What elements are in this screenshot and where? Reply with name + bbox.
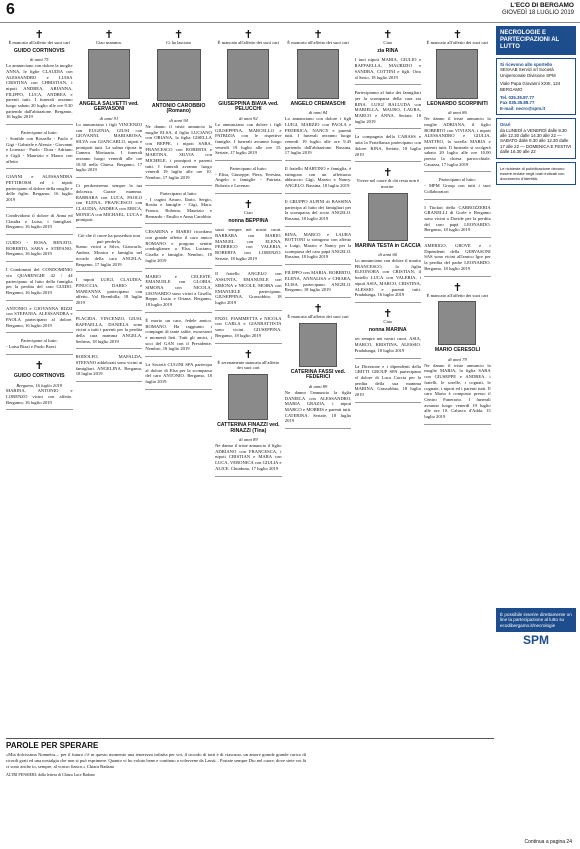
announcement-body: I Condomini del CONDOMINIO via QUARENGHI 42 / 44 partecipano al lutto della famiglia per la perdita del caro GUIDO. Bergamo, 16 luglio 2019	[6, 267, 73, 295]
cross-icon: ✝	[313, 301, 323, 315]
obituary-block	[424, 26, 491, 172]
announcement-body: Lo annunciano con dolore il marito FRANCESCO, la figlia ELEONORA con CRISTIAN, il fratello LUCA con VALERIA, i nipoti ASIA, MARCO, CRISTINA, ALESSIO e parenti tutti. Pradalunga, 16 luglio 2019	[354, 258, 421, 298]
cross-icon: ✝	[452, 280, 463, 294]
obituary-block	[215, 196, 282, 267]
obituary-columns	[6, 26, 494, 734]
office-name: SESAAB Servizi srl Società Unipersonale Divisione SPM	[500, 67, 556, 78]
obituary-block	[145, 315, 212, 357]
announcement-body: Ne danno il triste annuncio il figlio ADRIANO con FRANCESCA, i nipoti CRISTIAN e MARA con LUCA, VERONICA con GIULIA e ALICE. Chiuduno, 17 luglio 2019	[215, 443, 282, 471]
deceased-name: nonna BEPPINA	[228, 217, 269, 224]
cross-icon: ✝	[104, 28, 114, 41]
intro-text: Partecipano al lutto:	[160, 190, 198, 196]
announcement-body: sarai sempre nei nostri cuori. BARBARA con MARIO, MANUEL con ELENA, FEDERICO con VALERIA, ROBERTA con LORENZO. Seriate, 18 luglio 2019	[215, 227, 282, 261]
note-box: Le richieste di pubblicazione devono essere inviate negli orari indicati con documento d'identità.	[496, 162, 576, 185]
cross-icon: ✝	[243, 197, 253, 211]
column-7	[424, 26, 491, 734]
intro-text: Ciao mamma.	[96, 40, 122, 45]
obituary-block	[424, 202, 491, 239]
column-1	[6, 26, 73, 734]
intro-text: È mancato all'affetto dei suoi cari	[426, 292, 489, 298]
intro-text: È mancata all'affetto dei suoi cari	[287, 313, 349, 319]
age-line: di anni 79	[448, 356, 467, 362]
age-line: di anni 60	[378, 252, 398, 258]
portrait-photo	[228, 374, 268, 420]
age-line: di anni 75	[29, 57, 49, 63]
intro-text: È mancato all'affetto dei suoi cari	[8, 40, 71, 45]
spm-logo: SPM	[522, 633, 549, 648]
portrait-photo	[227, 49, 269, 99]
deceased-name: CATERINA FASSI ved. FEDERICI	[290, 368, 346, 381]
obituary-block	[424, 174, 491, 199]
obituary-block	[285, 26, 352, 161]
announcement-body: Ci perdoneremo sempre la tua dolcezza. Grazie mamma. BARBARA con LUCA, PAOLO con ELENA, FRANCESCO con CLAUDIA, ANDREA con ERICA, MONICA con MICHAEL, LUCA e pronipoti.	[75, 183, 143, 223]
announcement-body: Condividono il dolore di Anna ed Claudia e Luisa, i famigliari. Bergamo, 16 luglio 2019	[6, 212, 73, 230]
announcement-body: I tuoi nipoti MARIA, GIULIO e RAFFAELLA, MAURIZIO e SANDRA, COTTINI e figli. Orio al Serio, 18 luglio 2019	[354, 57, 421, 80]
sidebar-title: NECROLOGIE E PARTECIPAZIONI AL LUTTO	[496, 26, 576, 55]
online-notice[interactable]: È possibile inserire direttamente on line la partecipazione al lutto su ecodibergamo.it/necrologie	[496, 608, 576, 633]
column-4	[215, 26, 282, 734]
masthead	[502, 2, 574, 17]
obituary-block	[145, 271, 212, 313]
announcement-body: AMERIGO, GROVE e i Dipendenti della GERVASONI SAS sono vicini all'amico Igor per la perdita del padre LEONARDO. Bergamo, 18 luglio 2019	[424, 243, 491, 271]
deceased-name: MARIO CERESOLI	[434, 347, 481, 354]
intro-text: Partecipano al lutto:	[229, 166, 267, 172]
cross-icon: ✝	[243, 28, 253, 41]
office-address: Viale Papa Giovanni XXIII, 124 BERGAMO	[500, 81, 561, 92]
age-line: di anni 84	[308, 110, 328, 116]
intro-text: È mancato all'affetto dei suoi cari	[287, 40, 349, 45]
announcement-body: - Sonilde con Rossella - Paolo e Gigi - Gabriele e Alessia - Giovanni e Lorenzo - Paolo - Dora - Adriano e Gigli - Maurizio e Mauro con affetto	[6, 135, 73, 164]
obituary-block	[6, 26, 73, 125]
intro-text: È mancata all'affetto dei suoi cari	[217, 40, 279, 45]
hours-title: Orari	[500, 122, 511, 128]
obituary-block	[215, 163, 282, 194]
deceased-name: nonna MARINA	[368, 326, 407, 333]
page-number: 6	[6, 1, 15, 18]
column-3	[145, 26, 212, 734]
obituary-block	[215, 26, 282, 161]
office-label: Si ricevono allo sportello	[500, 62, 553, 67]
announcement-body: MARINA, ANTONIO e LORENZO vicini con affetto. Bergamo, 16 luglio 2019	[6, 388, 73, 405]
cross-icon: ✝	[174, 28, 184, 41]
announcement-body: CESARINA e MARIO ricordano con grande affetto il caro amico ROMANO e porgono sentite condoglianze a Elsa, Luciano, Gisella e famiglie. Nembro, 18 luglio 2019	[145, 229, 212, 263]
intro-text: Ciao	[383, 318, 393, 324]
phrases-title: PAROLE PER SPERARE	[6, 741, 99, 750]
obituary-block	[6, 210, 73, 235]
obituary-block	[355, 131, 422, 162]
obituary-block	[6, 171, 73, 208]
deceased-name: zia RINA	[377, 47, 399, 54]
portrait-photo	[368, 193, 408, 241]
announcement-body: Il GRUPPO ALPINI di BASSINA partecipa al lutto dei famigliari per la scomparsa del socio ANGELO. Bassina, 18 luglio 2019	[284, 198, 352, 221]
deceased-name: LEONARDO SCORPINITI	[427, 100, 488, 107]
obituary-block	[285, 163, 352, 194]
obituary-block	[285, 267, 352, 298]
announcement-body: Lo annunciano con dolore i figli LUIGI, MARZIO con PAOLA e FEDERICA, NANCY e parenti tutti. I funerali avranno luogo venerdì 19 luglio alle ore 9.45 partendo dall'abitazione. Bassina, 17 luglio 2019	[284, 116, 352, 156]
age-line: Bergamo, 16 luglio 2019	[16, 382, 63, 388]
announcement-body: Il fratello ANGELO con ASSUNTA, EMANUELE con SIMONA e NICOLE, MOIRA con EMANUELE partecipano. GIUSEPPINA. Grassobbio, 18 luglio 2019	[215, 271, 282, 305]
newspaper-name: L'ECO DI BERGAMO	[510, 2, 574, 9]
hours-box	[496, 118, 576, 158]
intro-text: Ciao	[244, 209, 253, 215]
age-line: di anni 92	[239, 116, 258, 122]
announcement-body: Lo annunciano con dolore la moglie ANNA, le figlie CLAUDIA con ALESSANDRO e LUISA CRISTINA con CHRISTIAN, i nipoti ANDREA, ARIANNA, FILIPPO, LUCA, ANDREA e parenti tutti. I funerali avranno luogo sabato 20 luglio alle ore 9.30 partendo dall'abitazione. Bergamo, 16 luglio 2019	[6, 63, 73, 120]
deceased-name: GUIDO CORTINOVIS	[13, 372, 65, 379]
announcement-body: I Titolari della CARROZZERIA GRANELLI di Gorle e Bergamo sono vicini a Davide per la perdita del caro papà LEONARDO. Bergamo, 18 luglio 2019	[424, 204, 491, 233]
deceased-name: MARINA TESTA in CACCIA	[354, 242, 421, 249]
cross-icon: ✝	[34, 358, 44, 372]
announcement-body: Partecipiamo al lutto dei famigliari per la scomparsa della cara zia RINA. LUIGI BALLUDA con MARIELLA, MAURO, LAURA, MARCO e ANNA. Seriate, 18 luglio 2019	[354, 90, 421, 124]
age-line: di anni 89	[308, 384, 328, 390]
phrases-credit: ALTRI PENSIERI: dalla lettera di Chiara Luce Badano	[6, 772, 95, 778]
announcement-body: FILIPPO con MARIA, ROBERTO, ELENA, ANNALISA e CHIARA, ELISA partecipano. ANGELO. Bergamo, 18 luglio 2019	[284, 270, 352, 293]
deceased-name: GUIDO CORTINOVIS	[13, 47, 65, 54]
obituary-block	[215, 313, 282, 344]
obituary-block	[355, 26, 422, 85]
announcement-body: I nipoti LUIGI, CLAUDIA, PINUCCIA, DARIO e MARIANNA partecipano con affetto. Val Brembilla, 18 luglio 2019	[75, 277, 143, 306]
column-2	[76, 26, 143, 734]
announcement-body: MARIO e CELESTE, EMANUELE con GLORIA, SIMONA con NICOLA, LEONARDO sono vicini a Gisella, Beppe, Lucio e Oriana. Bergamo, 18 luglio 2019	[145, 273, 212, 308]
obituary-block	[6, 237, 73, 262]
intro-text: Ciò che il cuore ha posseduto non può perderlo.	[77, 233, 141, 244]
obituary-block	[285, 196, 352, 227]
obituary-block	[424, 279, 491, 425]
obituary-block	[285, 229, 352, 266]
office-box	[496, 58, 576, 115]
announcement-body: - Luisa Rizzi e Paolo Boeri	[6, 344, 56, 350]
portrait-photo	[297, 49, 339, 99]
cross-icon: ✝	[243, 347, 253, 361]
deceased-name: CATTERINA FINAZZI ved. RINAZZI (Tina)	[217, 421, 280, 434]
announcement-body: La Società CUGINI SPA partecipa al dolore di Elsa per la scomparsa del caro ANTONIO. Bergamo, 18 luglio 2019	[145, 362, 212, 385]
announcement-body: Ne danno il triste annuncio la moglie MARIA, la figlia SARA con GIUSEPPE e ANDREA, i fratelli, le sorelle, i cognati, le cognate, i nipoti ed i parenti tutti. Il caro Mario è composto presso il Centro Funerario. I funerali avranno luogo venerdì 19 luglio alle ore 10. Calusco d'Adda, 15 luglio 2019	[424, 362, 491, 420]
announcement-body: Lo annunciano i figli VINCENZO con EUGENIA, GIUSI con GIOVANNI, MARIAROSA, SILVA con GIANCARLO, nipoti e pronipoti tutti. La salma riposa in Camera Mortuaria. I funerali avranno luogo venerdì alle ore 10.30 nella Chiesa. Bergamo, 17 luglio 2019	[75, 121, 143, 173]
obituary-block	[76, 313, 143, 350]
announcement-body: - Elisa, Giuseppe, Piera, Teresina, Angelo e famiglie - Patrizia, Roberto e Lorenzo	[215, 171, 282, 189]
announcement-body: Il fratello MARTINO e famiglia, è stringono con un affettuoso abbraccio Gigi, Marzio e Nancy. ANGELO. Bassina, 18 luglio 2019	[284, 166, 352, 189]
intro-text: È mancato all'affetto dei suoi cari	[426, 40, 489, 45]
intro-text: È serenamente mancata all'affetto dei suoi cari	[217, 359, 280, 371]
portrait-photo	[88, 49, 130, 99]
age-line: di anni 86	[448, 110, 467, 116]
intro-text: Ciao	[383, 40, 393, 45]
portrait-photo	[436, 49, 478, 99]
hours-text: da LUNEDÌ a VENERDÌ dalle 8.30 alle 12.30 dalle 14.30 alle 22 — SABATO dalle 8.30 alle 12.30 dalle 17 alle 22 — DOMENICA E FESTIVI dalle 16.30 alle 22	[500, 127, 572, 155]
office-fax: Fax 035.35.88.77	[500, 100, 535, 106]
announcement-body: Siamo vicini a Silva, Giancarlo, Andrea, Monica e famiglia nel ricordo della cara ANGELA. Bergamo, 17 luglio 2019	[75, 244, 143, 267]
announcement-body: - I cugini Arturo, Ilario, Sergio, Rosita e famiglie - Gigi, Mara, Franco, Roberta, Maurizio e Bernardo - Emilio e Anna Carobbio	[145, 196, 212, 219]
obituary-block	[76, 274, 143, 311]
cross-icon: ✝	[452, 28, 463, 41]
obituary-block	[215, 346, 282, 477]
sidebar-spacer	[496, 188, 576, 608]
obituary-block	[355, 361, 422, 403]
deceased-name: ANGELO CREMASCHI	[290, 100, 346, 107]
announcement-body: ANTONIO e GIOVANNA RIZZI con STEFANIA, ALESSANDRA e PAOLA partecipano al dolore. Bergamo, 16 luglio 2019	[6, 305, 73, 328]
announcement-body: Lo annunciano con dolore i figli GIUSEPPINA, MARCELLO e PATRIZIA con le rispettive famiglie. I funerali avranno luogo venerdì 19 luglio alle ore 15. Seriate, 17 luglio 2019	[215, 121, 282, 156]
portrait-photo	[157, 49, 201, 101]
deceased-name: ANTONIO CAROBBIO (Romano)	[151, 102, 206, 115]
cross-icon: ✝	[313, 28, 323, 41]
office-email[interactable]: E-mail: necro@spm.it	[500, 105, 546, 111]
announcement-body: - MPM Group con tutti i suoi Collaboratori	[424, 183, 491, 194]
portrait-photo	[438, 301, 476, 345]
announcement-body: È morto un caro, fedele amico. ROMANO. Ha raggiunto i compagni di tante salite, escursioni e momenti lieti. Tutti gli amici, i soci del GAN con il Presidente. Nembro, 18 luglio 2019	[145, 317, 212, 352]
obituary-block	[76, 351, 143, 382]
cross-icon: ✝	[383, 306, 393, 320]
deceased-name: GIUSEPPINA BIAVA ved. PELUCCHI	[218, 100, 279, 113]
announcement-body: Ne danno il triste annuncio la moglie ADRIANA, il figlio ROBERTO con VIVIANA, i nipoti ALESSANDRO e GIULIA, MATTEO, la sorella MARIA e parenti tutti. Il funerale si svolgerà sabato 20 luglio alle ore 10.00 presso la chiesa parrocchiale. Casazza, 17 luglio 2019	[424, 116, 491, 167]
cross-icon: ✝	[383, 166, 393, 180]
sidebar	[496, 26, 576, 834]
phrases-box	[6, 738, 494, 835]
column-6	[355, 26, 422, 734]
continua-footer: Continua a pagina 24	[524, 839, 572, 845]
obituary-block	[215, 268, 282, 310]
obituary-block	[285, 300, 352, 429]
announcement-body: La compagnia della CABASS e tutta la Fratellanza partecipano con dolore. RINA. Seriate, 18 luglio 2019	[354, 134, 421, 157]
age-line: di anni 91	[99, 116, 119, 122]
obituary-block	[76, 26, 143, 178]
obituary-block	[76, 180, 143, 228]
phrases-text: «Mia dolcissima Nonnetta..., per il futuro c'è in questo momento una tenerezza infinita per voi, il ricordo di tutti e di ciascuno, un amore grande grande carico di ricordi grati ed una nostalgia che non si può esprimere. Quanto vi ho voluto bene e continuo a volervene da Lassù... Portate sempre Dio nel cuore, dove siete voi là ci sono anche io, sempre, al vostro fianco.» Chiara Badano	[6, 752, 306, 769]
announcement-body: PLACIDA, VINCENZO, GIUSI, RAFFAELLA, DANIELA sono vicini a tutti i parenti per la perdita della cara mamma ANGELA. Sedrina, 18 luglio 2019	[75, 315, 143, 344]
obituary-block	[355, 87, 422, 129]
announcement-body: Ne danno il triste annuncio la moglie ELSA, il figlio LUCIANO con ORIANA, la figlia GISELLA con BEPPE, i nipoti SARA, FRANCESCO con ROBERTA e MARTINA, SILVIA con MICHELE, i pronipoti e parenti tutti. I funerali avranno luogo venerdì 19 luglio alle ore 10. Nembro, 17 luglio 2019	[145, 123, 212, 181]
obituary-block	[6, 127, 73, 169]
obituary-block	[145, 26, 212, 186]
intro-text: Partecipano al lutto:	[20, 338, 58, 344]
obituary-block	[145, 359, 212, 390]
announcement-body: GUIDO - ROSA, RENATO, ROBERTO, SARA e STEFANO. Bergamo, 16 luglio 2019	[6, 239, 73, 257]
obituary-block	[76, 230, 143, 272]
announcement-body: sei sempre nei nostri cuori. ASIA, MARCO, KRISTINA, ALESSIO. Pradalunga, 18 luglio 2019	[354, 336, 421, 353]
page-header	[0, 0, 580, 23]
obituary-block	[355, 164, 422, 303]
obituary-block	[6, 357, 73, 411]
obituary-block	[424, 240, 491, 277]
announcement-body: La Direzione e i dipendenti della GRITTI GROUP SPA partecipano al dolore di Luca Caccia per la perdita della sua mamma MARINA. Grassobbio, 18 luglio 2019	[354, 363, 421, 398]
age-line: di anni 89	[239, 437, 258, 443]
obituary-block	[6, 264, 73, 301]
announcement-body: RINA, MARCO e LAURA BOTTONI si stringono con affetto a Luigi, Marzio e Nancy per la scomparsa del caro papà ANGELO. Bassina, 18 luglio 2019	[284, 231, 352, 260]
announcement-body: Ne danno l'annuncio la figlia DANIELA con ALESSANDRO, MARIA GRAZIA, i nipoti MARCO e MORRIS e parenti tutti. CATERINA. Seriate, 18 luglio 2019	[284, 389, 352, 424]
announcement-body: ENZO, FIAMMETTA e NICOLA con CARLA e GIANBATTISTA sono vicini. GIUSEPPINA. Bergamo, 18 luglio 2019	[215, 315, 282, 338]
obituary-block	[355, 305, 422, 359]
obituary-block	[145, 188, 212, 225]
office-tel: Tel. 035.35.87.77	[500, 95, 535, 101]
issue-date: GIOVEDÌ 18 LUGLIO 2019	[501, 10, 574, 16]
age-line: di anni 94	[169, 118, 188, 124]
intro-text: Vivere nel cuore di chi resta non è morire.	[356, 178, 420, 189]
intro-text: Partecipano al lutto:	[438, 177, 476, 183]
intro-text: Ci ha lasciato	[166, 40, 192, 45]
announcement-body: GIANNI e ALESSANDRA PETTIROSSI ed i nipoti partecipano al dolore della moglie e delle figlie. Bergamo, 16 luglio 2019	[6, 174, 73, 203]
announcement-body: RODOLFO, MAFALDA, STEFANO addolorati sono vicini ai famigliari. ANGELINA. Bergamo, 18 luglio 2019	[75, 354, 143, 377]
obituary-block	[145, 226, 212, 268]
deceased-name: ANGELA SALVETTI ved. GERVASONI	[79, 100, 139, 113]
intro-text: Partecipano al lutto:	[20, 130, 58, 136]
column-5	[285, 26, 352, 734]
cross-icon: ✝	[383, 28, 393, 41]
obituary-block	[6, 303, 73, 334]
cross-icon: ✝	[34, 28, 44, 41]
portrait-photo	[299, 323, 337, 367]
obituary-block	[6, 335, 73, 354]
